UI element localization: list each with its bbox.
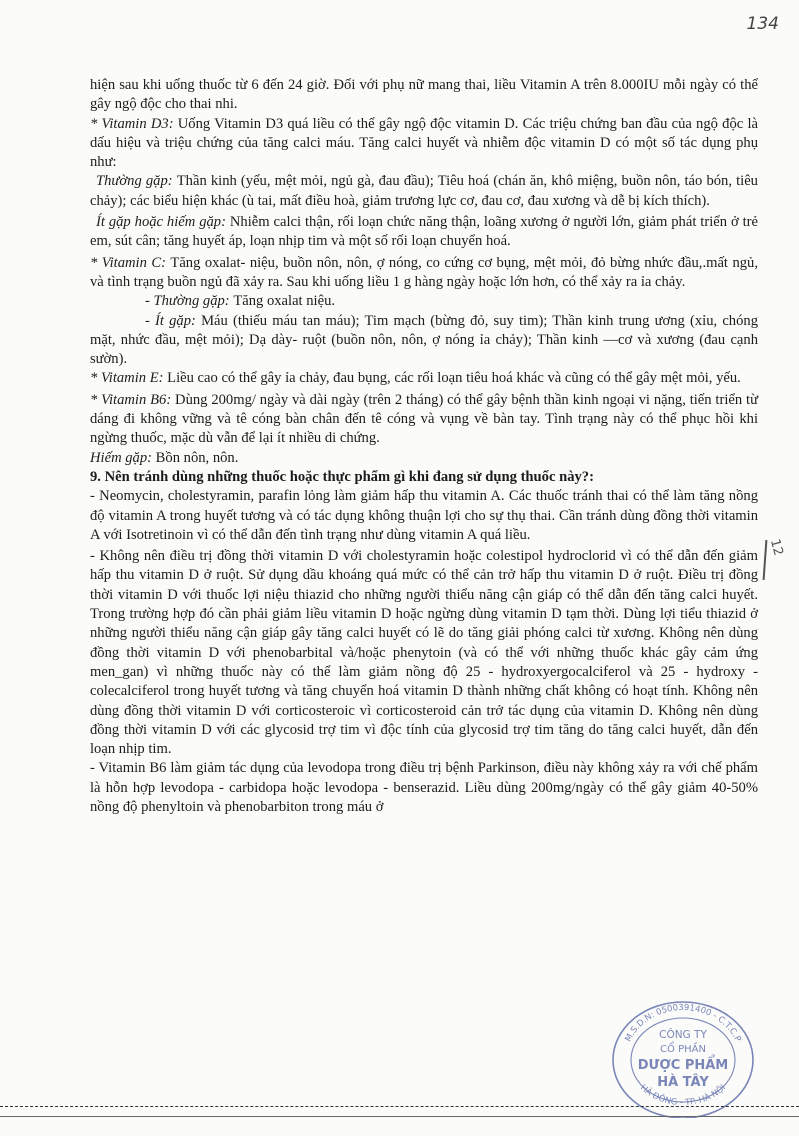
paragraph-rare-effects [90,213,758,252]
section-paragraph-vitamin-d: - Không nên điều trị đồng thời vitamin D với cholestyramin hoặc colestipol hydroclorid vì có thể dẫn đến giảm hấp thu vitamin D ở ruột. Sử dụng dầu khoáng quá mức có thể cản trở hấp thu vitamin D ở ruột. Điều trị đồng thời vitamin D với thuốc lợi niệu thiazid cho những người thiểu năng cận giáp có thể dẫn đến tăng calci huyết. Trong trường hợp đó cần phải giảm liều vitamin D hoặc ngừng dùng vitamin D tạm thời. Dùng lợi tiểu thiazid ở những người thiểu năng cận giáp gây tăng calci huyết có lẽ do tăng giải phóng calci từ xương. Không nên dùng đồng thời vitamin D với phenobarbital và/hoặc phenytoin (và có thể với những thuốc khác gây cảm ứng men_gan) vì những thuốc này có thể làm giảm nồng độ 25 - hydroxyergocalciferol và 25 - hydroxy - colecalciferol trong huyết tương và tăng chuyển hoá vitamin D thành những chất không có hoạt tính. Không nên dùng đồng thời vitamin D với corticosteroic vì corticosteroid cản trở tác dụng của vitamin D. Không nên dùng đồng thời vitamin D với các glycosid trợ tim vì độc tính của glycosid trợ tim tăng do tăng calci huyết, dẫn đến loạn nhịp tim. [90,548,758,758]
paragraph-label: * Vitamin E: [90,370,168,387]
page-number: 134 [746,14,779,34]
document-body [90,76,758,817]
seal-ring-bottom-text: HÀ ĐÔNG - TP. HÀ NỘI [637,1082,729,1108]
paragraph-text: hiện sau khi uống thuốc từ 6 đến 24 giờ. Đối với phụ nữ mang thai, liều Vitamin A trên 8.000IU mỗi ngày có thể gây ngộ độc cho thai nhi. [90,77,758,113]
paragraph-text: Liều cao có thể gây ỉa chảy, đau bụng, các rối loạn tiêu hoá khác và cũng có thể gây mệt mỏi, yếu. [167,370,741,387]
paragraph-vitamin-c [90,254,758,293]
section-paragraph-vitamin-b6: - Vitamin B6 làm giảm tác dụng của levodopa trong điều trị bệnh Parkinson, điều này không xảy ra với chế phẩm là hỗn hợp levodopa - carbidopa hoặc levodopa - benserazid. Liều dùng 200mg/ngày có thể gây giảm 40-50% nồng độ phenyltoin và phenobarbiton trong máu ở [90,760,758,815]
paragraph-text: Nhiễm calci thận, rối loạn chức năng thận, loãng xương ở người lớn, giảm phát triển ở trẻ em, sút cân; tăng huyết áp, loạn nhịp tim và một số rối loạn chuyển hoá. [90,214,758,250]
footer-rule [0,1116,799,1117]
paragraph-vitamin-d3 [90,115,758,173]
paragraph-label: Ít gặp hoặc hiếm gặp: [96,214,230,231]
paragraph-label: * Vitamin D3: [90,115,178,132]
paragraph-label: * Vitamin B6: [90,391,176,408]
section-heading: 9. Nên tránh dùng những thuốc hoặc thực phẩm gì khi đang sử dụng thuốc này?: [90,468,594,485]
margin-bracket-mark [763,540,768,580]
paragraph-vitamin-b6 [90,391,758,449]
paragraph-text: Bồn nôn, nôn. [155,449,239,466]
paragraph-text: Máu (thiếu máu tan máu); Tim mạch (bừng đỏ, suy tim); Thần kinh trung ương (xỉu, chóng mặt, nhức đầu, mệt mỏi); Dạ dày- ruột (buồn nôn, nôn, ợ nóng ỉa chảy); Thần kinh —cơ và xương (đau cạnh sườn). [90,312,758,368]
seal-line-4: HÀ TÂY [657,1075,709,1090]
paragraph-vitamin-c-common [90,292,758,311]
margin-handwritten-note: 12 [766,537,786,558]
footer-dashed-rule [0,1106,799,1107]
paragraph-label: * Vitamin C: [90,254,171,271]
paragraph-b6-rare [90,449,758,468]
paragraph-text: Uống Vitamin D3 quá liều có thể gây ngộ độc vitamin D. Các triệu chứng ban đầu của ngộ độc là dấu hiệu và triệu chứng của tăng calci máu. Tăng calci huyết và nhiễm độc vitamin D có một số tác dụng phụ như: [90,115,758,171]
paragraph-label: - Ít gặp: [145,312,202,329]
seal-ring-top-text: M.S.D.N: 0500391400 - C.T.C.P [623,1002,743,1044]
paragraph-label: Thường gặp: [96,173,177,190]
paragraph-text: Tăng oxalat- niệu, buồn nôn, nôn, ợ nóng, co cứng cơ bụng, mệt mỏi, đỏ bừng nhức đầu,.mất ngủ, và tình trạng buồn ngủ đã xảy ra. Sau khi uống liều 1 g hàng ngày hoặc lớn hơn, có thể xảy ra ỉa chảy. [90,254,758,290]
seal-line-3: DƯỢC PHẨM [637,1058,729,1073]
paragraph-text: Thần kinh (yếu, mệt mỏi, ngủ gà, đau đầu); Tiêu hoá (chán ăn, khô miệng, buồn nôn, táo bón, tiêu chảy); các biểu hiện khác (ù tai, mất điều hoà, giảm trương lực cơ, đau cơ, đau xương và dễ bị kích thích). [90,173,758,209]
company-seal-stamp [608,994,758,1118]
paragraph-vitamin-c-uncommon [90,312,758,370]
paragraph-text: Tăng oxalat niệu. [233,293,336,310]
seal-line-2: CỔ PHẦN [660,1044,706,1055]
paragraph-text: Dùng 200mg/ ngày và dài ngày (trên 2 tháng) có thể gây bệnh thần kinh ngoại vi nặng, tiến triển từ dáng đi không vững và tê cóng bàn chân đến tê cóng và vụng về bàn tay. Tình trạng này có thể phục hồi khi ngừng thuốc, mặc dù vẫn để lại ít nhiều di chứng. [90,391,758,447]
paragraph-common-effects [90,172,758,211]
paragraph-label: - Thường gặp: [145,293,234,310]
section-paragraph-vitamin-a: - Neomycin, cholestyramin, parafin lỏng làm giảm hấp thu vitamin A. Các thuốc tránh thai có thể làm tăng nồng độ vitamin A trong huyết tương và có tác dụng không thuận lợi cho sự thụ thai. Cần tránh dùng đồng thời vitamin A với Isotretinoin vì có thể dẫn đến tình trạng như dùng vitamin A quá liều. [90,488,758,543]
seal-line-1: CÔNG TY [659,1029,707,1041]
paragraph-vitamin-e [90,369,758,388]
paragraph-vitamin-a-end [90,76,758,115]
paragraph-label: Hiếm gặp: [90,449,156,466]
